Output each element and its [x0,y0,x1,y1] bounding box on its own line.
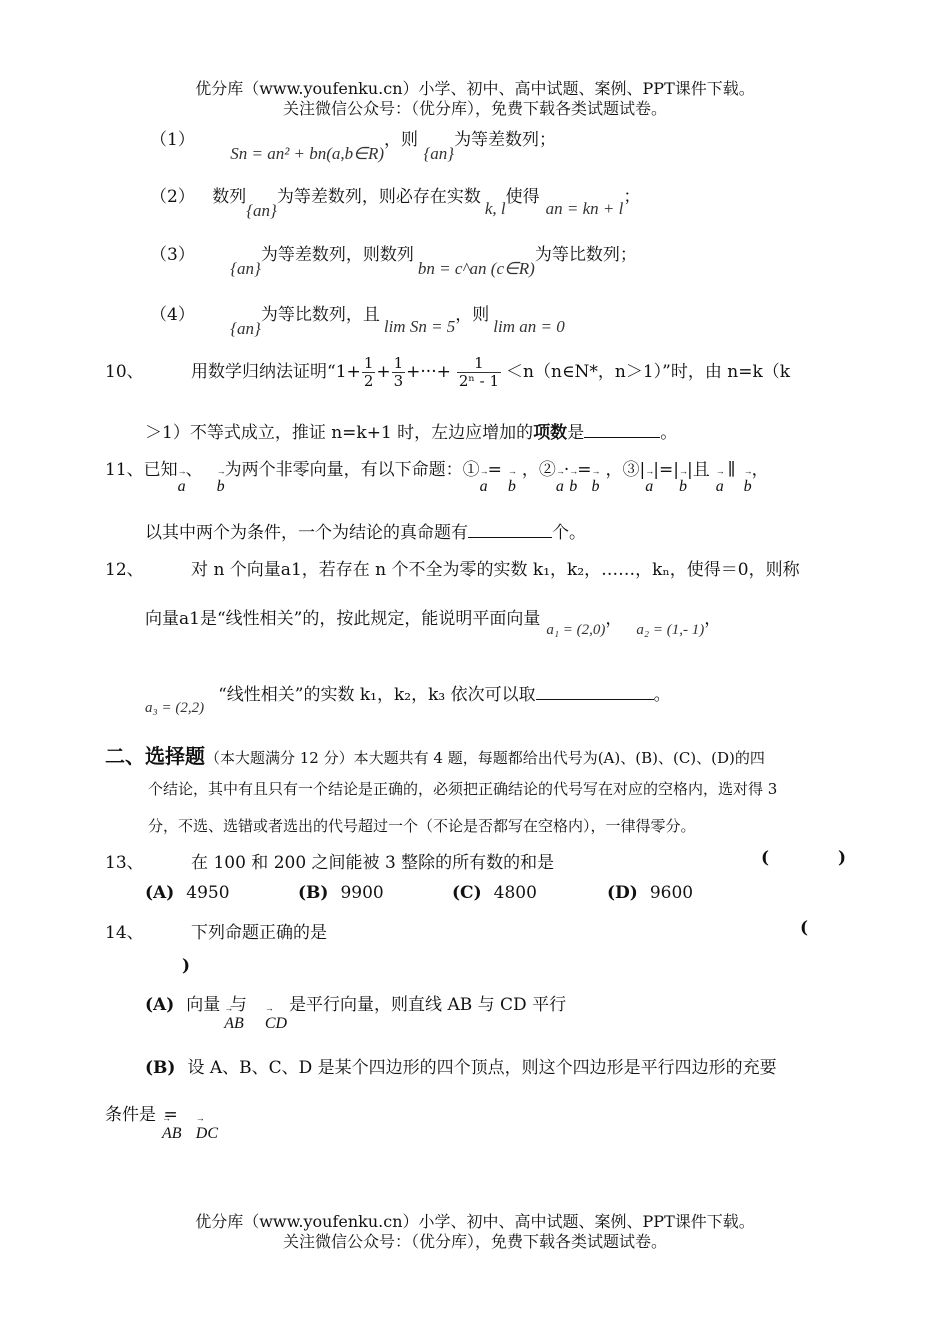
answer-paren-open: ( [800,918,809,938]
formula: {an} [230,259,261,278]
text: 在 100 和 200 之间能被 3 整除的所有数的和是 [191,853,555,873]
option-label: (B) [298,883,329,903]
text: 用数学归纳法证明“1+ [191,362,361,382]
question-10 [105,355,790,390]
formula: a₂ = (1,- 1) [636,622,705,638]
answer-blank[interactable] [536,683,654,700]
text: 使得 [505,187,540,207]
vector-ab: → AB [162,1125,182,1143]
formula: k, l [484,199,506,218]
vector-a: → a [556,478,564,496]
question-14 [105,918,327,943]
q14-option-b-line2 [105,1100,219,1142]
q14-option-b[interactable] [145,1053,777,1078]
text: 为等比数列； [534,245,637,265]
text: 。 [660,423,678,443]
option-value: 9600 [649,883,694,903]
text: = [577,460,592,480]
text: ＞1）不等式成立，推证 n=k+1 时，左边应增加的 [145,423,534,443]
text: 向量a1是“线性相关”的，按此规定，能说明平面向量 [145,609,541,629]
text: 是 [567,423,585,443]
option-value: 9900 [340,883,384,903]
formula: an = kn + l [545,199,624,218]
question-number: 10、 [105,362,144,382]
text: ， [751,460,769,480]
vector-dc: → DC [196,1125,218,1143]
vector-a: → a [645,478,653,496]
vector-b: → b [592,478,600,496]
text: = [163,1105,178,1125]
q9-item-3 [150,240,637,278]
text: ∥ [727,460,736,480]
text: ，② [521,460,556,480]
fraction [457,355,501,390]
text: 是平行向量，则直线 AB 与 CD 平行 [289,995,567,1015]
section-2-intro-line3: 分，不选、选错或者选出的代号超过一个（不论是否都写在空格内），一律得零分。 [148,817,696,835]
formula: lim an = 0 [493,317,565,336]
text: +···+ [406,362,451,382]
item-number: （1） [150,130,195,150]
formula: a₁ = (2,0) [546,622,606,638]
q13-option-d[interactable] [607,883,693,903]
text: 对 n 个向量a1，若存在 n 个不全为零的实数 k₁，k₂，……，kₙ，使得＝0，则称 [191,560,800,580]
page-footer-line1: 优分库（www.youfenku.cn）小学、初中、高中试题、案例、PPT课件下载。 [195,1212,755,1231]
text: 已知 [143,460,178,480]
item-number: （3） [150,245,195,265]
formula: {an} [230,319,261,338]
text: 为等比数列，且 [260,305,380,325]
section-2-intro [105,740,765,769]
vector-b: → b [744,478,752,496]
q13-option-c[interactable] [452,883,537,903]
option-label: (A) [145,995,175,1015]
item-number: （2） [150,187,195,207]
vector-a: → a [716,478,724,496]
text: 。 [653,685,671,705]
answer-blank[interactable] [584,421,660,438]
answer-paren-open: ( [761,848,770,868]
question-11 [105,455,769,495]
denominator: 3 [393,372,404,390]
text: + [376,362,391,382]
text: 向量 [186,995,221,1015]
section-2-intro-line2: 个结论，其中有且只有一个结论是正确的，必须把正确结论的代号写在对应的空格内，选对得 3 [148,780,778,798]
section-title: 二、选择题 [105,744,205,768]
formula: {an} [423,144,455,163]
formula: a₃ = (2,2) [145,700,205,716]
vector-ab: → AB [224,1015,244,1033]
question-12-line3 [145,680,671,716]
text: ， [704,609,722,629]
text: 为两个非零向量，有以下命题：① [224,460,480,480]
q13-option-b[interactable] [298,883,384,903]
vector-cd: → CD [265,1015,287,1033]
question-number: 11、 [105,460,144,480]
option-label: (D) [607,883,638,903]
q13-option-a[interactable] [145,883,230,903]
text: |=| [653,460,679,480]
answer-paren-close: ) [182,956,191,976]
question-number: 14、 [105,923,144,943]
option-label: (B) [145,1058,176,1078]
formula: Sn = an² + bn(a,b∈R) [230,144,385,163]
question-11-line2 [145,518,586,543]
text: 与 [229,995,247,1015]
text: 为等差数列； [454,130,557,150]
text: = [487,460,502,480]
question-13 [105,848,554,873]
fraction [362,355,376,390]
vector-b: → b [679,478,687,496]
text: ， [605,609,623,629]
q9-item-4 [150,300,565,338]
text: 为等差数列，则数列 [260,245,414,265]
formula: {an} [246,201,277,220]
text: ＜n（n∈N*，n＞1）”时，由 n=k（k [506,362,791,382]
text: · [563,460,570,480]
page-header-line2: 关注微信公众号：（优分库），免费下载各类试题试卷。 [282,99,667,118]
q9-item-2 [150,182,641,220]
text: ，则 [384,130,419,150]
q14-option-a[interactable] [145,990,567,1032]
answer-blank[interactable] [468,521,552,538]
option-value: 4950 [186,883,230,903]
page-footer-line2: 关注微信公众号：（优分库），免费下载各类试题试卷。 [282,1232,667,1251]
text: |且 [686,460,710,480]
text: ； [623,187,641,207]
text: 条件是 [105,1105,156,1125]
vector-a: → a [480,478,488,496]
question-12-line2 [145,604,722,638]
numerator: 1 [393,354,404,372]
formula: lim Sn = 5 [383,317,456,336]
numerator: 1 [457,355,501,373]
question-number: 12、 [105,560,144,580]
text: “线性相关”的实数 k₁，k₂，k₃ 依次可以取 [218,685,536,705]
page-header-line1: 优分库（www.youfenku.cn）小学、初中、高中试题、案例、PPT课件下载。 [195,79,755,98]
vector-b: → b [508,478,516,496]
numerator: 1 [363,354,374,372]
option-value: 4800 [493,883,537,903]
vector-b: → b [569,478,577,496]
text: 、 [185,460,203,480]
text: ，则 [455,305,490,325]
text: 个。 [552,523,586,543]
item-number: （4） [150,305,195,325]
text: 数列 [212,187,247,207]
text: 以其中两个为条件，一个为结论的真命题有 [145,523,468,543]
vector-b: → b [217,478,225,496]
text: 设 A、B、C、D 是某个四边形的四个顶点，则这个四边形是平行四边形的充要 [187,1058,777,1078]
denominator: 2 [363,372,374,390]
question-10-line2 [145,418,677,443]
option-label: (C) [452,883,482,903]
question-number: 13、 [105,853,144,873]
q9-item-1 [150,125,557,163]
text: 下列命题正确的是 [191,923,328,943]
option-label: (A) [145,883,175,903]
text: 为等差数列，则必存在实数 [276,187,481,207]
keyword: 项数 [533,423,568,443]
question-12 [105,555,800,580]
vector-a: → a [178,478,186,496]
text: （本大题满分 12 分）本大题共有 4 题，每题都给出代号为(A)、(B)、(C)、(D)的四 [205,749,765,767]
formula: bn = c^an (c∈R) [417,259,535,278]
denominator: 2ⁿ - 1 [458,372,500,390]
text: ，③| [605,460,646,480]
fraction [392,355,406,390]
answer-paren-close: ) [838,848,847,868]
